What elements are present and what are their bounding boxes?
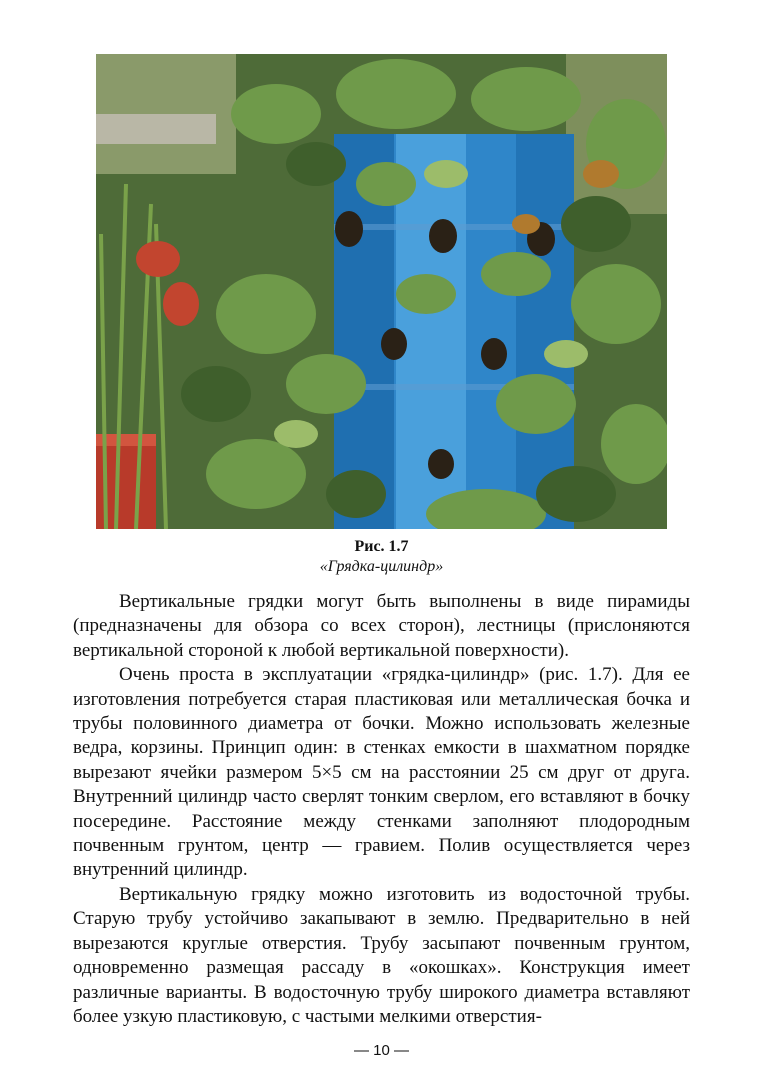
body-text <box>73 590 690 1029</box>
page-number: — 10 — <box>353 1042 410 1059</box>
figure-title: «Грядка-цилиндр» <box>319 558 444 575</box>
figure-number: Рис. 1.7 <box>354 538 409 555</box>
paragraph: Вертикальную грядку можно изготовить из водосточной трубы. Старую трубу устойчиво закапывают в землю. Предварительно в ней вырезаются круглые отверстия. Трубу засыпают почвенным грунтом, одновременно размещая рассаду в «окошках». Конструкция имеет различные варианты. В водосточную трубу широкого диаметра вставляют более узкую пластиковую, с частыми мелкими отверстия- <box>73 883 690 1027</box>
strawberry-barrel-photo <box>96 54 667 529</box>
paragraph: Очень проста в эксплуатации «грядка-цилиндр» (рис. 1.7). Для ее изготовления потребуется старая пластиковая или металлическая бочка и трубы половинного диаметра от бочки. Можно использовать железные ведра, корзины. Принцип один: в стенках емкости в шахматном порядке вырезают ячейки размером 5×5 см на расстоянии 25 см друг от друга. Внутренний цилиндр часто сверлят тонким сверлом, его вставляют в бочку посередине. Расстояние между стенками заполняют плодородным почвенным грунтом, центр — гравием. Полив осуществляется через внутренний цилиндр. <box>73 664 690 881</box>
paragraph: Вертикальные грядки могут быть выполнены в виде пирамиды (предназначены для обзора со всех сторон), лестницы (прислоняются вертикальной стороной к любой вертикальной поверхности). <box>73 591 690 661</box>
figure-photo <box>96 54 667 529</box>
